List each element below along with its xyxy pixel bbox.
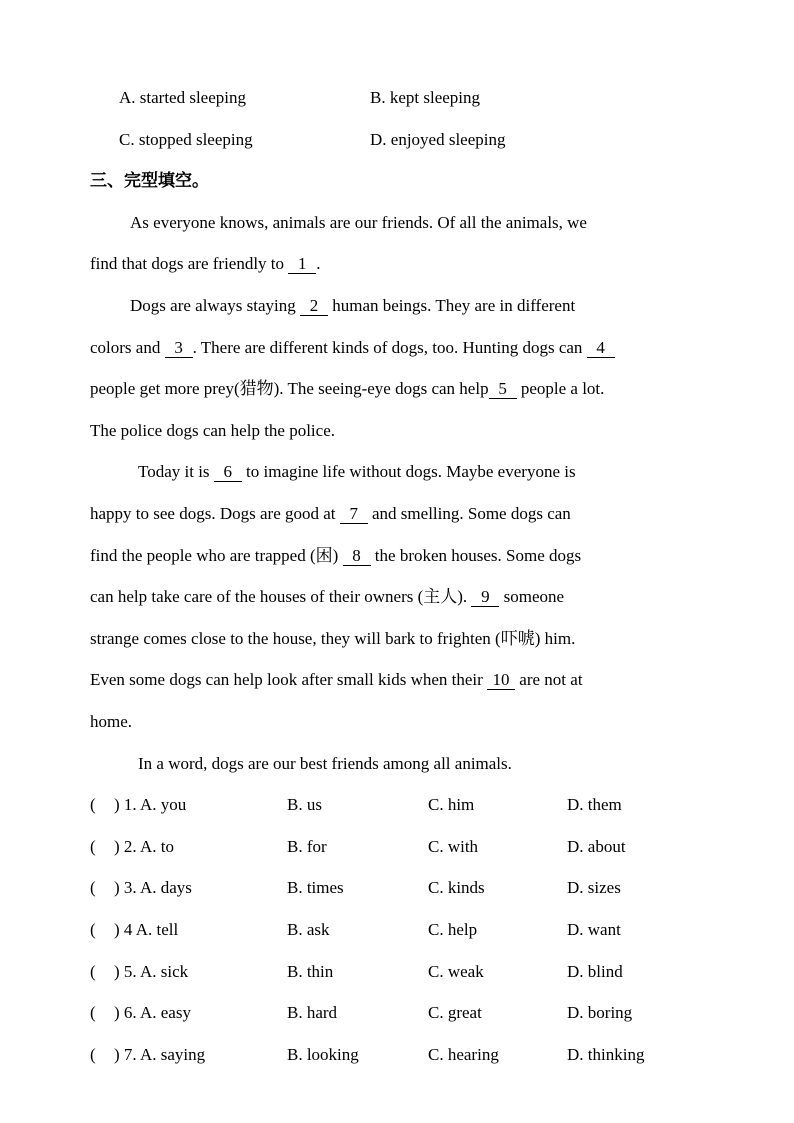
question-number-option-a: ) 4 A. tell bbox=[114, 920, 179, 939]
blank-2: 2 bbox=[300, 297, 328, 316]
blank-1: 1 bbox=[288, 255, 316, 274]
option-c: C. help bbox=[428, 920, 478, 939]
option-b: B. for bbox=[287, 837, 327, 856]
prev-option-d: D. enjoyed sleeping bbox=[370, 130, 506, 149]
option-b: B. times bbox=[287, 878, 344, 897]
passage-line: people get more prey(猎物). The seeing-eye dogs can help 5 people a lot. bbox=[90, 379, 605, 398]
answer-paren[interactable]: ( bbox=[90, 920, 96, 939]
option-c: C. hearing bbox=[428, 1045, 499, 1064]
answer-paren[interactable]: ( bbox=[90, 962, 96, 981]
passage-line: In a word, dogs are our best friends among all animals. bbox=[138, 754, 512, 773]
passage-line: strange comes close to the house, they will bark to frighten (吓唬) him. bbox=[90, 629, 576, 648]
blank-7: 7 bbox=[340, 505, 368, 524]
option-b: B. us bbox=[287, 795, 322, 814]
prev-option-a: A. started sleeping bbox=[119, 88, 246, 107]
option-c: C. great bbox=[428, 1003, 482, 1022]
passage-line: Today it is 6 to imagine life without dogs. Maybe everyone is bbox=[138, 462, 576, 481]
option-c: C. weak bbox=[428, 962, 484, 981]
option-c: C. with bbox=[428, 837, 479, 856]
blank-4: 4 bbox=[587, 339, 615, 358]
blank-6: 6 bbox=[214, 463, 242, 482]
answer-paren[interactable]: ( bbox=[90, 837, 96, 856]
option-d: D. thinking bbox=[567, 1045, 645, 1064]
blank-3: 3 bbox=[165, 339, 193, 358]
option-b: B. ask bbox=[287, 920, 330, 939]
blank-5: 5 bbox=[489, 380, 517, 399]
blank-9: 9 bbox=[471, 588, 499, 607]
option-d: D. sizes bbox=[567, 878, 621, 897]
blank-10: 10 bbox=[487, 671, 515, 690]
passage-line: Even some dogs can help look after small kids when their 10 are not at bbox=[90, 670, 583, 689]
passage-line: As everyone knows, animals are our friends. Of all the animals, we bbox=[130, 213, 587, 232]
answer-paren[interactable]: ( bbox=[90, 1003, 96, 1022]
passage-line: can help take care of the houses of their owners (主人). 9 someone bbox=[90, 587, 565, 606]
answer-paren[interactable]: ( bbox=[90, 1045, 96, 1064]
passage-line: find that dogs are friendly to 1 . bbox=[90, 254, 321, 273]
passage-line: colors and 3 . There are different kinds of dogs, too. Hunting dogs can 4 bbox=[90, 337, 615, 359]
question-number-option-a: ) 3. A. days bbox=[114, 878, 192, 897]
option-d: D. about bbox=[567, 837, 626, 856]
question-number-option-a: ) 1. A. you bbox=[114, 795, 187, 814]
question-number-option-a: ) 7. A. saying bbox=[114, 1045, 206, 1064]
option-d: D. want bbox=[567, 920, 621, 939]
passage-line: find the people who are trapped (困) 8 the broken houses. Some dogs bbox=[90, 546, 582, 565]
prev-option-b: B. kept sleeping bbox=[370, 88, 481, 107]
passage-line: home. bbox=[90, 712, 133, 731]
answer-paren[interactable]: ( bbox=[90, 795, 96, 814]
option-d: D. them bbox=[567, 795, 622, 814]
option-c: C. him bbox=[428, 795, 475, 814]
option-c: C. kinds bbox=[428, 878, 485, 897]
blank-8: 8 bbox=[343, 547, 371, 566]
option-d: D. boring bbox=[567, 1003, 633, 1022]
question-number-option-a: ) 2. A. to bbox=[114, 837, 174, 856]
option-d: D. blind bbox=[567, 962, 623, 981]
section-title: 三、完型填空。 bbox=[90, 171, 209, 191]
passage-line: Dogs are always staying 2 human beings. They are in different bbox=[130, 296, 576, 315]
option-b: B. thin bbox=[287, 962, 334, 981]
answer-paren[interactable]: ( bbox=[90, 878, 96, 897]
question-number-option-a: ) 6. A. easy bbox=[114, 1003, 191, 1022]
option-b: B. hard bbox=[287, 1003, 338, 1022]
passage-line: The police dogs can help the police. bbox=[90, 421, 335, 440]
question-number-option-a: ) 5. A. sick bbox=[114, 962, 189, 981]
passage-line: happy to see dogs. Dogs are good at 7 and smelling. Some dogs can bbox=[90, 504, 571, 523]
prev-option-c: C. stopped sleeping bbox=[119, 130, 253, 149]
option-b: B. looking bbox=[287, 1045, 359, 1064]
